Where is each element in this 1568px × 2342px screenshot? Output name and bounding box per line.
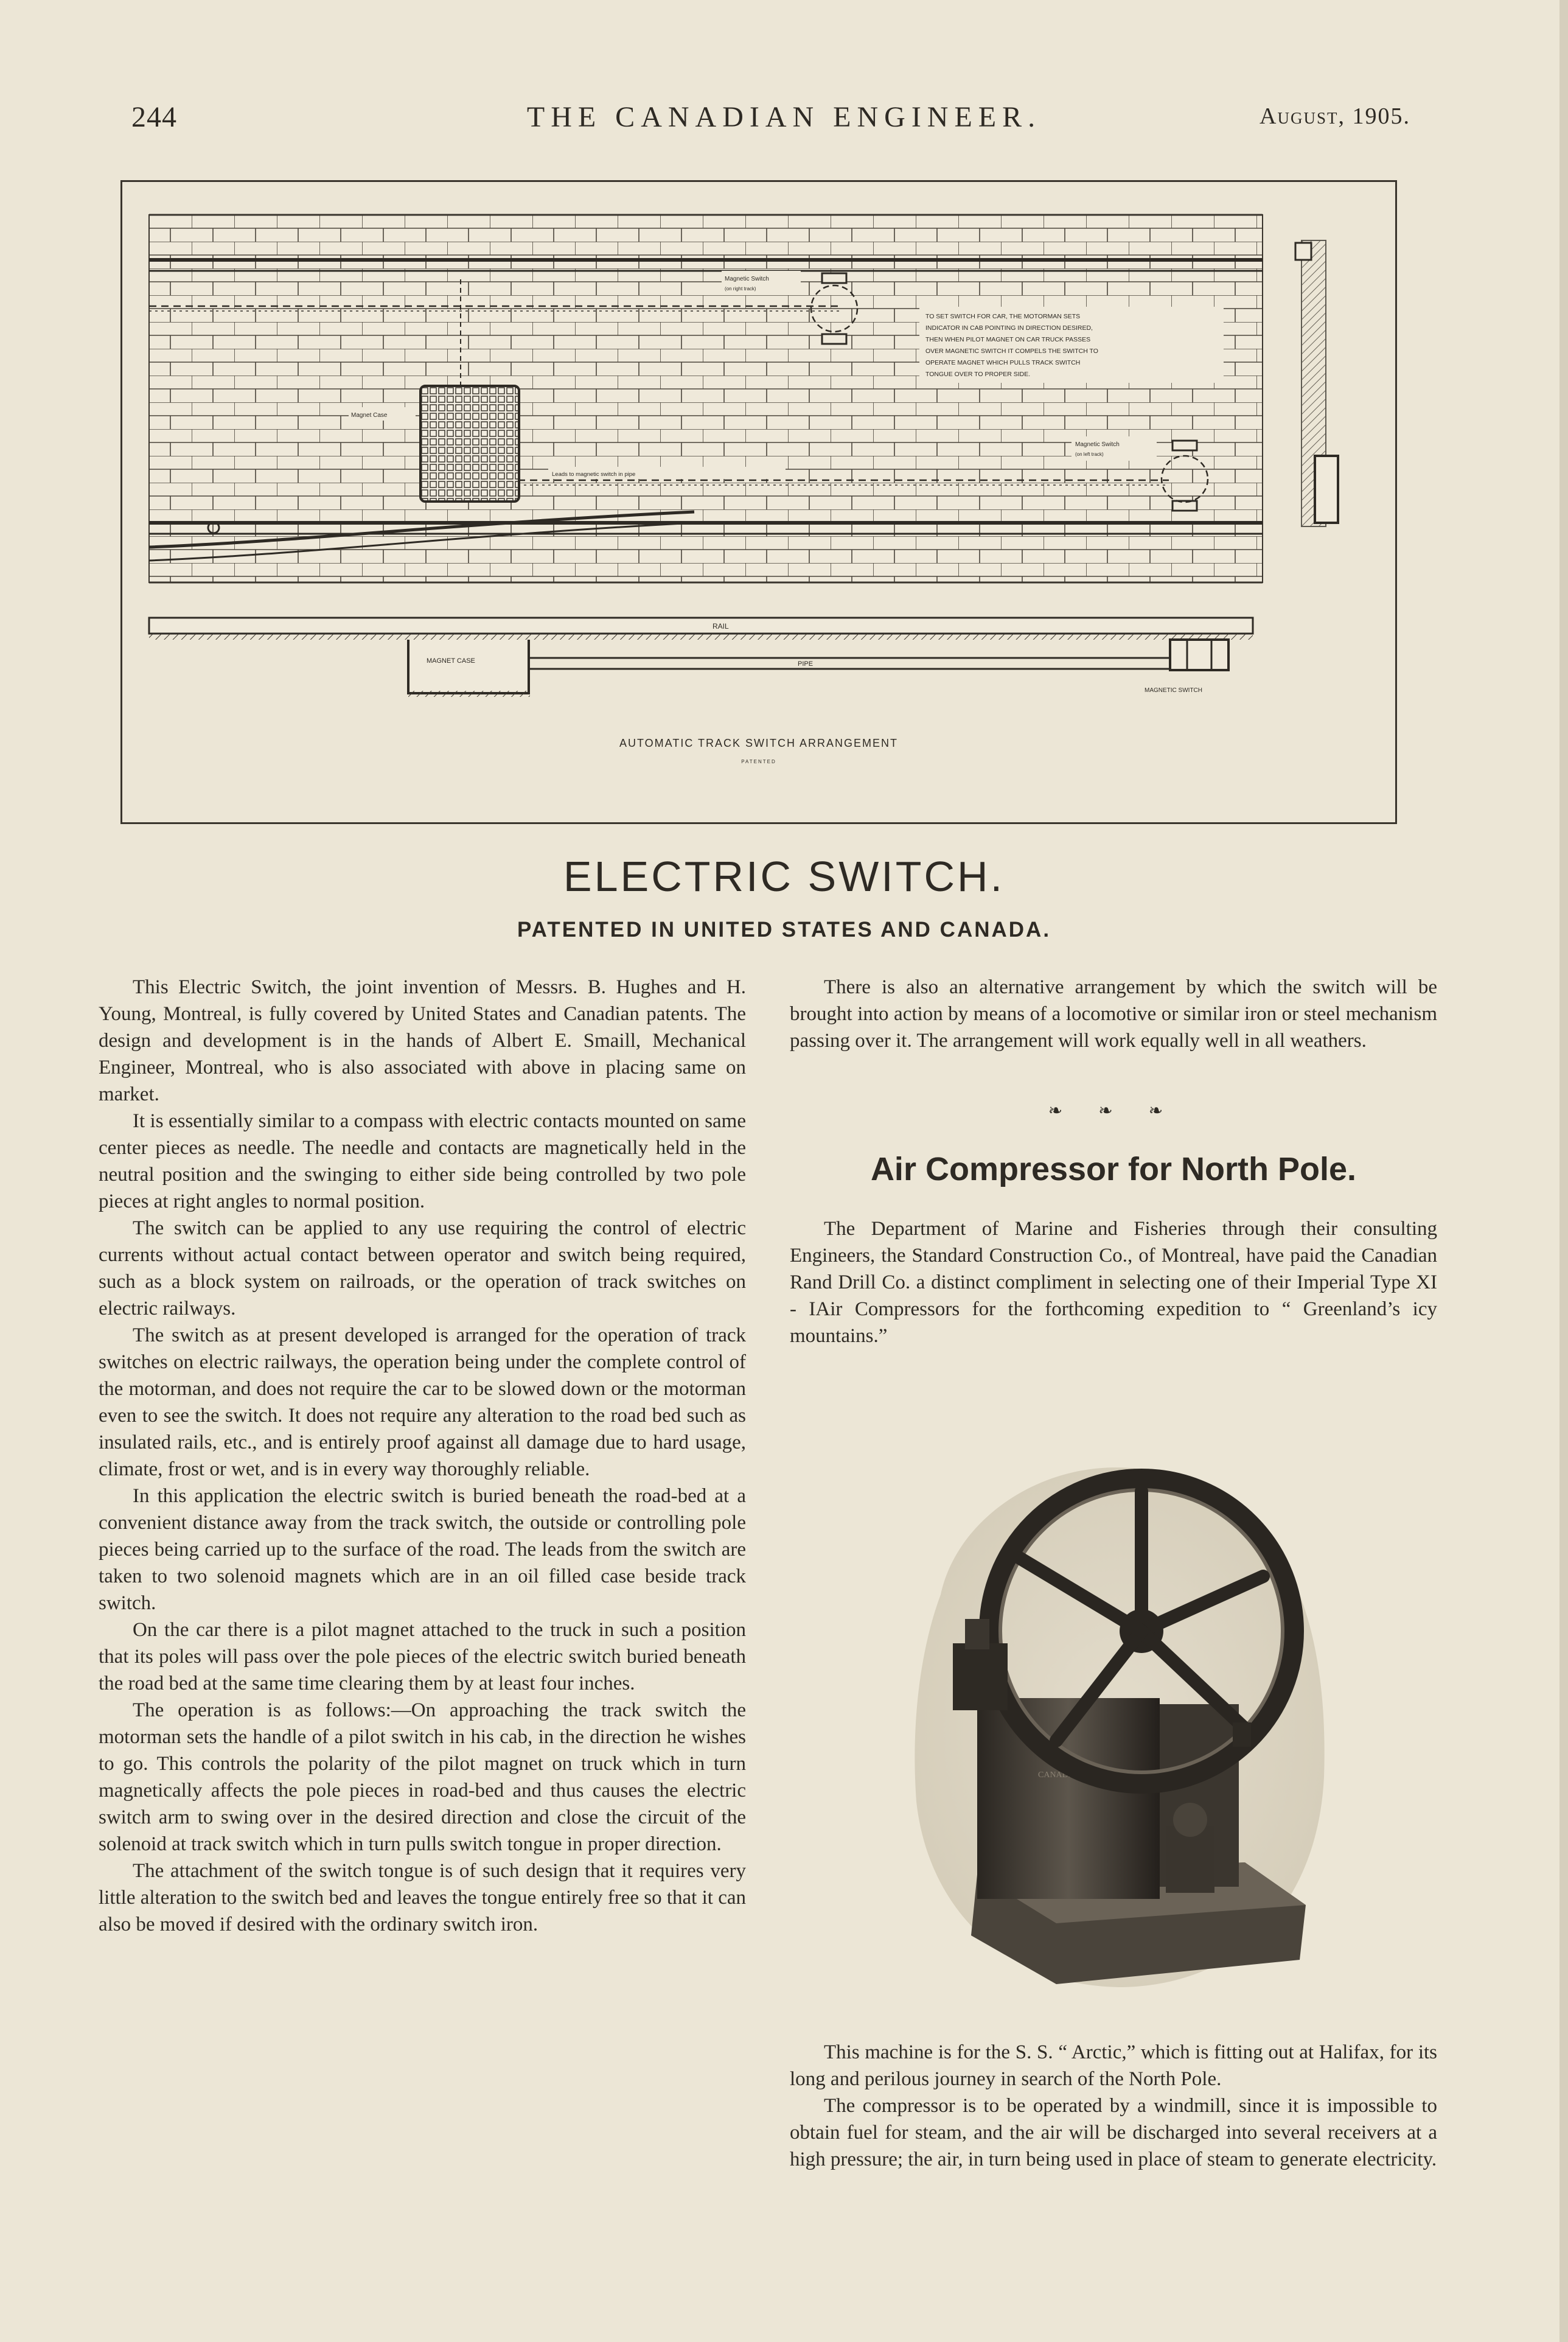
paragraph: On the car there is a pilot magnet attached to the truck in such a position that its poles will pass over the pole pieces of the electric switch buried beneath the road bed at the same time clearing them by at least four inches. bbox=[99, 1619, 746, 1694]
paragraph: This Electric Switch, the joint invention of Messrs. B. Hughes and H. Young, Montreal, is fully covered by United States and Canadian patents. The design and development is in the hands of Albert E. Smaill, Mechanical Engineer, Montreal, who is also associated with above in placing same on market. bbox=[99, 976, 746, 1105]
photo-plate-text: CANADIAN RAND DRILL CO. MONTREAL bbox=[1038, 1770, 1202, 1780]
label-pipe: PIPE bbox=[798, 660, 814, 668]
label-magnet-case-section: MAGNET CASE bbox=[427, 657, 475, 665]
air-compressor-closing bbox=[790, 2039, 1437, 2173]
page-number: 244 bbox=[131, 101, 177, 133]
label-magnet-case: Magnet Case bbox=[351, 412, 388, 419]
article-title-air-compressor: Air Compressor for North Pole. bbox=[870, 1151, 1357, 1187]
paragraph: The switch can be applied to any use requiring the control of electric currents without actual contact between operator and switch being required, such as a block system on railroads, or the operation of track switches on electric railways. bbox=[99, 1217, 746, 1320]
article-subtitle: PATENTED IN UNITED STATES AND CANADA. bbox=[517, 918, 1051, 942]
label-magnetic-switch-left-sub: (on left track) bbox=[1075, 452, 1104, 457]
journal-title: THE CANADIAN ENGINEER. bbox=[526, 101, 1042, 133]
right-column-continuation bbox=[790, 974, 1437, 1054]
section-ornament: ❧ ❧ ❧ bbox=[1048, 1102, 1179, 1120]
paragraph: The attachment of the switch tongue is of such design that it requires very little alteration to the switch bed and leaves the tongue entirely free so that it can also be moved if desired with the ordinary switch iron. bbox=[99, 1860, 746, 1935]
paragraph: It is essentially similar to a compass with electric contacts mounted on same center pieces as needle. The needle and contacts are magnetically held in the neutral position and the swinging to either side being controlled by two pole pieces at right angles to normal position. bbox=[99, 1110, 746, 1212]
paragraph: There is also an alternative arrangement by which the switch will be brought into action by means of a locomotive or similar iron or steel mechanism passing over it. The arrangement will work equally well in all weathers. bbox=[790, 976, 1437, 1052]
paragraph: The operation is as follows:—On approaching the track switch the motorman sets the handle of a pilot switch in his cab, in the direction he wishes to go. This controls the polarity of the pilot magnet on truck which in turn magnetically affects the pole pieces in road-bed and thus causes the electric switch arm to swing over in the desired direction and close the circuit of the solenoid at track switch which in turn pulls switch tongue in proper direction. bbox=[99, 1699, 746, 1855]
air-compressor-photo bbox=[904, 1436, 1342, 1996]
paragraph: The Department of Marine and Fisheries through their consulting Engineers, the Standard Construction Co., of Montreal, have paid the Canadian Rand Drill Co. a distinct compliment in selecting one of their Imperial Type XI - IAir Compressors for the forthcoming expedition to “ Greenland’s icy mountains.” bbox=[790, 1218, 1437, 1347]
paragraph: In this application the electric switch is buried beneath the road-bed at a convenient distance away from the track switch, the outside or controlling pole pieces being carried up to the surface of the road. The leads from the switch are taken to two solenoid magnets which are in an oil filled case beside track switch. bbox=[99, 1485, 746, 1614]
label-magnetic-switch-right: Magnetic Switch bbox=[725, 276, 769, 282]
track-switch-drawing bbox=[122, 182, 1395, 822]
figure-caption-sub: PATENTED bbox=[741, 759, 776, 764]
note-line: OVER MAGNETIC SWITCH IT COMPELS THE SWITCH TO bbox=[925, 348, 1098, 355]
paragraph: The switch as at present developed is arranged for the operation of track switches on electric railways, the operation being under the complete control of the motorman, and does not require the car to be slowed down or the motorman even to see the switch. It does not require any alteration to the road bed such as insulated rails, etc., and is entirely proof against all damage due to hard usage, climate, frost or wet, and is in every way thoroughly reliable. bbox=[99, 1324, 746, 1480]
article-title: ELECTRIC SWITCH. bbox=[563, 853, 1005, 900]
note-line: INDICATOR IN CAB POINTING IN DIRECTION DESIRED, bbox=[925, 324, 1093, 332]
label-rail: RAIL bbox=[713, 622, 729, 631]
label-leads: Leads to magnetic switch in pipe bbox=[552, 471, 636, 478]
paragraph: This machine is for the S. S. “ Arctic,” which is fitting out at Halifax, for its long and perilous journey in search of the North Pole. bbox=[790, 2041, 1437, 2090]
left-column bbox=[99, 974, 746, 1938]
figure-caption: AUTOMATIC TRACK SWITCH ARRANGEMENT bbox=[619, 737, 899, 749]
label-magnetic-switch-section: MAGNETIC SWITCH bbox=[1145, 687, 1202, 694]
note-line: THEN WHEN PILOT MAGNET ON CAR TRUCK PASSES bbox=[925, 336, 1091, 343]
label-magnetic-switch-right-sub: (on right track) bbox=[725, 286, 756, 292]
page-edge-shadow bbox=[1559, 0, 1568, 2342]
track-switch-figure bbox=[120, 180, 1397, 824]
label-magnetic-switch-left: Magnetic Switch bbox=[1075, 441, 1120, 448]
note-line: OPERATE MAGNET WHICH PULLS TRACK SWITCH bbox=[925, 359, 1081, 366]
issue-date: August, 1905. bbox=[1260, 103, 1410, 129]
air-compressor-intro bbox=[790, 1215, 1437, 1349]
note-line: TO SET SWITCH FOR CAR, THE MOTORMAN SETS bbox=[925, 313, 1081, 320]
note-line: TONGUE OVER TO PROPER SIDE. bbox=[925, 371, 1031, 378]
running-head bbox=[0, 100, 1568, 149]
paragraph: The compressor is to be operated by a windmill, since it is impossible to obtain fuel for steam, and the air will be discharged into several receivers at a high pressure; the air, in turn being used in place of steam to generate electricity. bbox=[790, 2095, 1437, 2170]
